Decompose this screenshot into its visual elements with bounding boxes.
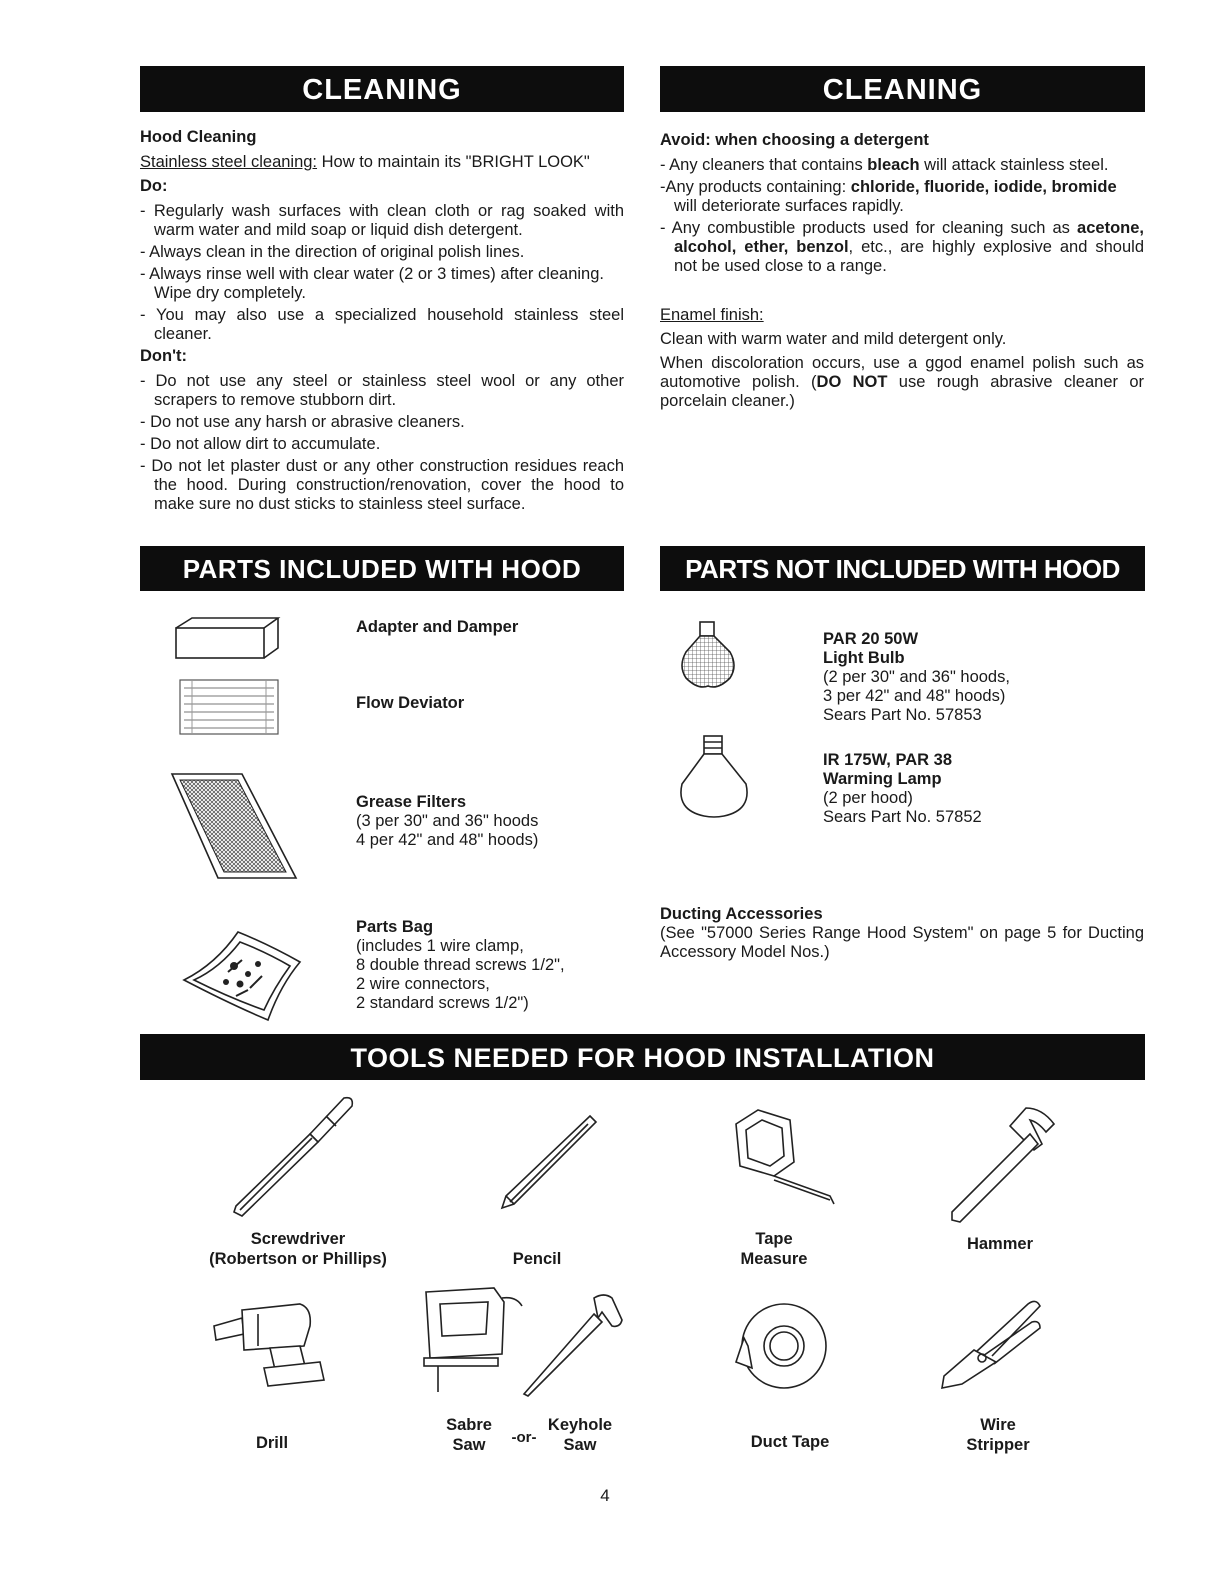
hood-cleaning-section (140, 128, 624, 517)
dont-item: - Do not use any steel or stainless steel wool or any other scrapers to remove stubborn dirt. (140, 372, 624, 409)
avoid-item-chloride (660, 178, 1144, 216)
warming-lamp-icon (674, 732, 754, 820)
wire-stripper-label-2: Stripper (966, 1436, 1030, 1454)
enamel-text-1: Clean with warm water and mild detergent only. (660, 330, 1007, 348)
ducting-accessories-block (660, 905, 1144, 962)
grease-filter-icon (168, 770, 300, 882)
enamel-label: Enamel finish: (660, 306, 764, 324)
light-bulb-line: (2 per 30" and 36" hoods, (823, 668, 1010, 686)
light-bulb-part-no: Sears Part No. 57853 (823, 706, 982, 724)
hammer-label: Hammer (966, 1235, 1034, 1253)
stainless-label: Stainless steel cleaning: (140, 153, 318, 171)
tape-measure-label-1: Tape (755, 1230, 793, 1248)
do-item: - You may also use a specialized household stainless steel cleaner. (140, 306, 624, 343)
duct-tape-icon (734, 1298, 830, 1394)
parts-included-banner (140, 546, 624, 591)
avoid-keyword: acetone, alcohol, ether, benzol (674, 219, 1144, 256)
parts-bag-block (356, 918, 565, 1013)
light-bulb-line: 3 per 42" and 48" hoods) (823, 687, 1006, 705)
or-label: -or- (511, 1429, 537, 1446)
do-title: Do: (140, 177, 168, 195)
avoid-keyword: bleach (867, 156, 920, 174)
warming-lamp-line: (2 per hood) (823, 789, 913, 807)
tape-measure-label-2: Measure (740, 1250, 808, 1268)
parts-bag-title: Parts Bag (356, 918, 434, 936)
avoid-text: , etc., are highly explosive and should not be used close to a range. (674, 238, 1144, 275)
page-number: 4 (600, 1486, 610, 1505)
keyhole-saw-icon (520, 1290, 630, 1402)
adapter-damper-icon (172, 614, 282, 662)
grease-filters-line: (3 per 30" and 36" hoods (356, 812, 539, 830)
avoid-text: will deteriorate surfaces rapidly. (674, 197, 904, 215)
tools-banner (140, 1034, 1145, 1080)
avoid-text: -Any products containing: (660, 178, 851, 196)
pencil-label: Pencil (512, 1250, 562, 1268)
drill-label: Drill (255, 1434, 289, 1452)
flow-deviator-label: Flow Deviator (356, 694, 465, 712)
avoid-title: Avoid: when choosing a detergent (660, 131, 929, 149)
dont-item: - Do not let plaster dust or any other construction residues reach the hood. During construction/renovation, cover the hood to make sure no dust sticks to stainless steel surface. (140, 457, 624, 513)
sabre-saw-label-2: Saw (452, 1436, 486, 1454)
parts-bag-icon (176, 926, 306, 1022)
dont-title: Don't: (140, 347, 187, 365)
grease-filters-line: 4 per 42" and 48" hoods) (356, 831, 539, 849)
flow-deviator-icon (176, 674, 282, 738)
wire-stripper-label-1: Wire (980, 1416, 1016, 1434)
warming-lamp-block (823, 751, 982, 827)
sabre-saw-icon (416, 1284, 526, 1396)
screwdriver-label-2: (Robertson or Phillips) (209, 1250, 387, 1268)
enamel-text: use rough abrasive cleaner or porcelain cleaner.) (660, 373, 1144, 410)
wire-stripper-icon (936, 1292, 1046, 1392)
tape-measure-icon (730, 1106, 842, 1206)
screwdriver-label (196, 1229, 400, 1269)
dont-item: - Do not use any harsh or abrasive cleaners. (140, 413, 465, 431)
parts-bag-line: 2 standard screws 1/2") (356, 994, 529, 1012)
warming-lamp-subtitle: Warming Lamp (823, 770, 942, 788)
enamel-text-2 (660, 354, 1144, 411)
dont-item: - Do not allow dirt to accumulate. (140, 435, 381, 453)
enamel-text: When discoloration occurs, use a ggod enamel polish such as automotive polish. ( (660, 354, 1144, 391)
do-item: - Always clean in the direction of original polish lines. (140, 243, 525, 261)
warming-lamp-title: IR 175W, PAR 38 (823, 751, 952, 769)
warming-lamp-part-no: Sears Part No. 57852 (823, 808, 982, 826)
parts-bag-line: 8 double thread screws 1/2", (356, 956, 565, 974)
duct-tape-label: Duct Tape (750, 1433, 830, 1451)
grease-filters-block (356, 793, 538, 850)
drill-icon (208, 1300, 332, 1390)
light-bulb-title: PAR 20 50W (823, 630, 919, 648)
avoid-text: - Any cleaners that contains (660, 156, 868, 174)
parts-not-included-banner-text: PARTS NOT INCLUDED WITH HOOD (685, 554, 1120, 584)
keyhole-saw-label-2: Saw (563, 1436, 597, 1454)
avoid-item-bleach (660, 156, 1144, 175)
adapter-label: Adapter and Damper (356, 618, 519, 636)
parts-included-banner-text: PARTS INCLUDED WITH HOOD (182, 554, 582, 584)
stainless-line (140, 153, 624, 172)
do-item: - Regularly wash surfaces with clean cloth or rag soaked with warm water and mild soap or liquid dish detergent. (140, 202, 624, 239)
stainless-text: How to maintain its "BRIGHT LOOK" (317, 153, 590, 171)
ducting-title: Ducting Accessories (660, 905, 823, 923)
tape-measure-label (726, 1229, 822, 1269)
grease-filters-title: Grease Filters (356, 793, 467, 811)
screwdriver-icon (226, 1092, 358, 1224)
tools-banner-text: TOOLS NEEDED FOR HOOD INSTALLATION (350, 1043, 935, 1073)
ducting-text: (See "57000 Series Range Hood System" on page 5 for Ducting Accessory Model Nos.) (660, 924, 1144, 961)
avoid-item-combustible (660, 219, 1144, 276)
do-item: - Always rinse well with clear water (2 or 3 times) after cleaning. Wipe dry completely. (140, 265, 604, 302)
cleaning-banner-right-text: CLEANING (822, 74, 983, 106)
avoid-text: will attack stainless steel. (919, 156, 1109, 174)
screwdriver-label-1: Screwdriver (250, 1230, 346, 1248)
parts-not-included-banner (660, 546, 1145, 591)
parts-bag-line: (includes 1 wire clamp, (356, 937, 524, 955)
avoid-text: - Any combustible products used for cleaning such as (660, 219, 1078, 237)
sabre-saw-label-1: Sabre (446, 1416, 492, 1434)
avoid-keyword: chloride, fluoride, iodide, bromide (850, 178, 1117, 196)
cleaning-banner-right (660, 66, 1145, 112)
sabre-saw-label (436, 1415, 502, 1455)
parts-bag-line: 2 wire connectors, (356, 975, 490, 993)
hammer-icon (946, 1104, 1062, 1226)
enamel-do-not: DO NOT (816, 373, 888, 391)
avoid-section (660, 131, 1144, 411)
hood-cleaning-title: Hood Cleaning (140, 128, 257, 146)
keyhole-saw-label (540, 1415, 620, 1455)
light-bulb-block (823, 630, 1010, 725)
wire-stripper-label (952, 1415, 1044, 1455)
cleaning-banner-left-text: CLEANING (302, 74, 462, 106)
keyhole-saw-label-1: Keyhole (547, 1416, 613, 1434)
light-bulb-subtitle: Light Bulb (823, 649, 905, 667)
cleaning-banner-left (140, 66, 624, 112)
light-bulb-icon (672, 618, 744, 690)
pencil-icon (494, 1112, 598, 1210)
